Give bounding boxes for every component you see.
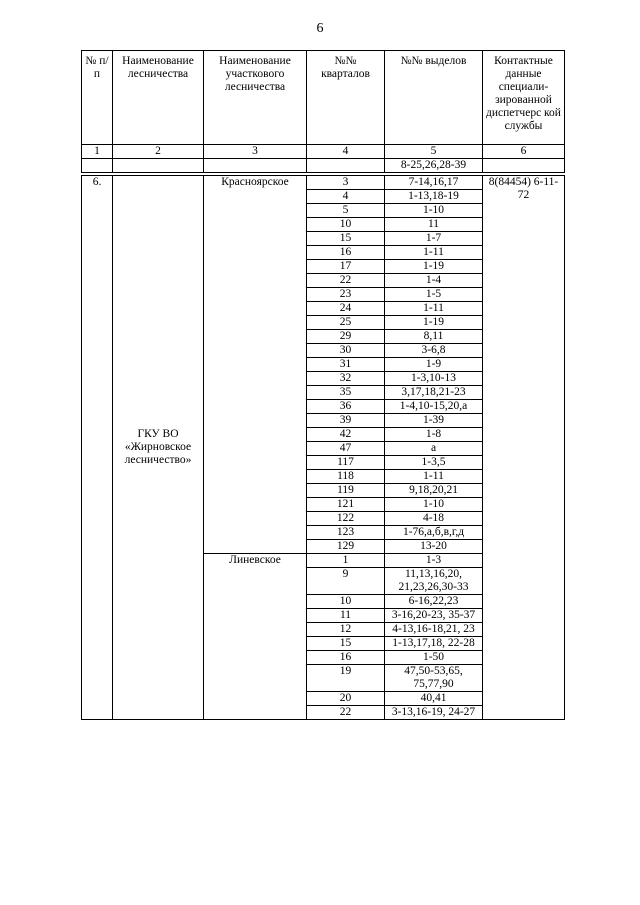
plot-numbers: 1-5 (385, 288, 483, 302)
quarter-number: 5 (307, 204, 385, 218)
quarter-number: 22 (307, 274, 385, 288)
plot-numbers: 4-13,16-18,21, 23 (385, 623, 483, 637)
quarter-number: 35 (307, 386, 385, 400)
quarter-number: 23 (307, 288, 385, 302)
col-number: 4 (307, 145, 385, 159)
plot-numbers: 1-10 (385, 498, 483, 512)
col-number: 2 (113, 145, 204, 159)
district-name: Красноярское (204, 176, 307, 554)
quarter-number: 4 (307, 190, 385, 204)
quarter-number: 20 (307, 692, 385, 706)
plot-numbers: 1-39 (385, 414, 483, 428)
quarter-number: 11 (307, 609, 385, 623)
plot-numbers: 1-13,18-19 (385, 190, 483, 204)
plot-numbers: 13-20 (385, 540, 483, 554)
plot-numbers: 8,11 (385, 330, 483, 344)
quarter-number: 17 (307, 260, 385, 274)
quarter-number: 12 (307, 623, 385, 637)
plot-numbers: 7-14,16,17 (385, 176, 483, 190)
plot-numbers: 4-18 (385, 512, 483, 526)
header-forestry: Наименование лесничества (113, 51, 204, 145)
quarter-number: 24 (307, 302, 385, 316)
header-quarters: №№ кварталов (307, 51, 385, 145)
row-number: 6. (82, 176, 113, 720)
quarter-number: 10 (307, 218, 385, 232)
quarter-number: 15 (307, 637, 385, 651)
plot-numbers: 1-3,5 (385, 456, 483, 470)
plot-numbers: 1-76,а,б,в,г,д (385, 526, 483, 540)
plot-numbers: 9,18,20,21 (385, 484, 483, 498)
plot-numbers: 3-13,16-19, 24-27 (385, 706, 483, 720)
quarter-number: 122 (307, 512, 385, 526)
district-name: Линевское (204, 554, 307, 720)
plot-numbers: 11,13,16,20, 21,23,26,30-33 (385, 568, 483, 595)
quarter-number: 16 (307, 651, 385, 665)
quarter-number: 32 (307, 372, 385, 386)
plot-numbers: 1-13,17,18, 22-28 (385, 637, 483, 651)
forestry-name: ГКУ ВО «Жирновское лесничество» (113, 176, 204, 720)
plot-numbers: 1-9 (385, 358, 483, 372)
plot-numbers: 1-50 (385, 651, 483, 665)
plot-numbers: 40,41 (385, 692, 483, 706)
forestry-table (81, 50, 565, 720)
page-number: 6 (316, 21, 324, 36)
plot-numbers: 1-8 (385, 428, 483, 442)
plot-numbers: 1-4 (385, 274, 483, 288)
quarter-number: 30 (307, 344, 385, 358)
contact-phone: 8(84454) 6-11-72 (483, 176, 565, 720)
quarter-number: 3 (307, 176, 385, 190)
plot-numbers: 1-19 (385, 260, 483, 274)
plot-numbers: 47,50-53,65, 75,77,90 (385, 665, 483, 692)
plot-numbers: 1-4,10-15,20,а (385, 400, 483, 414)
plot-numbers: 3,17,18,21-23 (385, 386, 483, 400)
quarter-number: 47 (307, 442, 385, 456)
quarter-number: 123 (307, 526, 385, 540)
quarter-number: 36 (307, 400, 385, 414)
header-plots: №№ выделов (385, 51, 483, 145)
header-num: № п/п (82, 51, 113, 145)
plot-numbers: 1-11 (385, 302, 483, 316)
quarter-number: 117 (307, 456, 385, 470)
plot-numbers: 1-3,10-13 (385, 372, 483, 386)
header-district: Наименование участкового лесничества (204, 51, 307, 145)
quarter-number: 19 (307, 665, 385, 692)
quarter-number: 118 (307, 470, 385, 484)
plot-numbers: 11 (385, 218, 483, 232)
quarter-number: 15 (307, 232, 385, 246)
carry-over-plots: 8-25,26,28-39 (385, 159, 483, 173)
plot-numbers: 1-10 (385, 204, 483, 218)
plot-numbers: 1-7 (385, 232, 483, 246)
col-number: 3 (204, 145, 307, 159)
plot-numbers: 1-19 (385, 316, 483, 330)
quarter-number: 129 (307, 540, 385, 554)
quarter-number: 42 (307, 428, 385, 442)
header-contact: Контактные данные специали-зированной диспетчерс кой службы (483, 51, 565, 145)
quarter-number: 119 (307, 484, 385, 498)
col-number: 6 (483, 145, 565, 159)
quarter-number: 9 (307, 568, 385, 595)
plot-numbers: 1-11 (385, 246, 483, 260)
table-row (82, 176, 565, 190)
quarter-number: 10 (307, 595, 385, 609)
quarter-number: 1 (307, 554, 385, 568)
quarter-number: 31 (307, 358, 385, 372)
plot-numbers: 3-6,8 (385, 344, 483, 358)
plot-numbers: 3-16,20-23, 35-37 (385, 609, 483, 623)
plot-numbers: 1-11 (385, 470, 483, 484)
quarter-number: 121 (307, 498, 385, 512)
quarter-number: 16 (307, 246, 385, 260)
quarter-number: 22 (307, 706, 385, 720)
col-number: 5 (385, 145, 483, 159)
col-number: 1 (82, 145, 113, 159)
plot-numbers: 1-3 (385, 554, 483, 568)
quarter-number: 25 (307, 316, 385, 330)
plot-numbers: а (385, 442, 483, 456)
quarter-number: 29 (307, 330, 385, 344)
quarter-number: 39 (307, 414, 385, 428)
plot-numbers: 6-16,22,23 (385, 595, 483, 609)
